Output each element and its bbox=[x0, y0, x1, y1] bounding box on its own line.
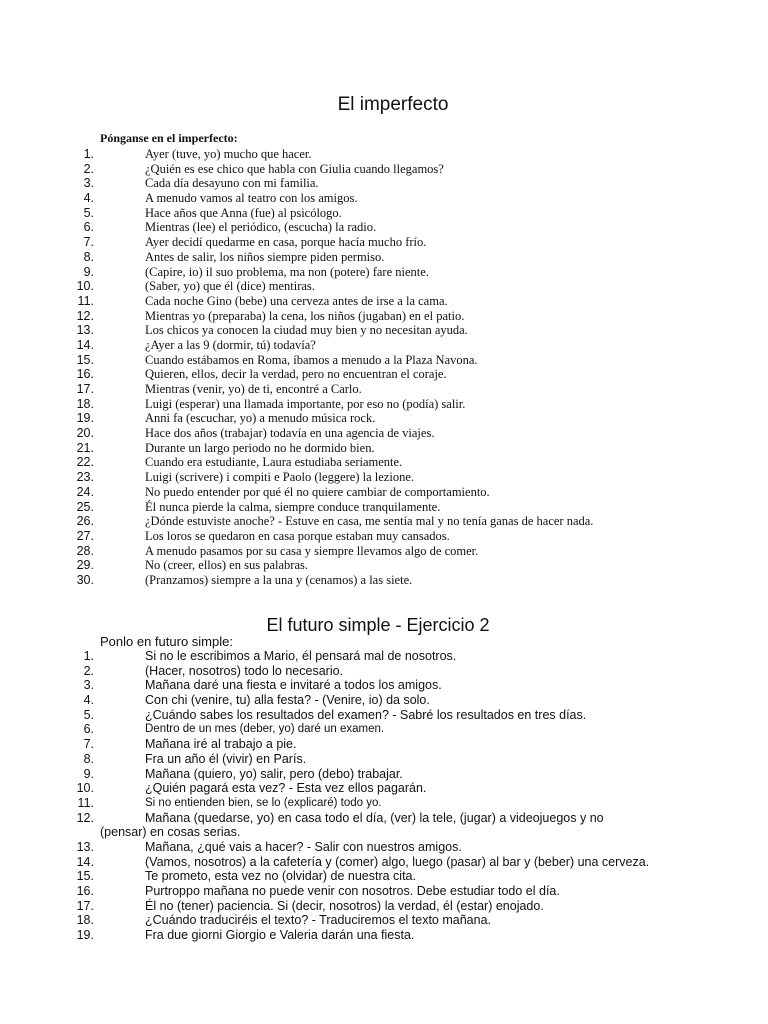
item-number: 2. bbox=[83, 161, 94, 176]
item-text: Los loros se quedaron en casa porque estaban muy cansados. bbox=[145, 528, 450, 543]
list-item bbox=[0, 191, 768, 206]
item-number: 4. bbox=[83, 191, 94, 206]
item-number: 6. bbox=[83, 722, 94, 737]
list-item bbox=[0, 558, 768, 573]
list-item bbox=[0, 455, 768, 470]
list-item bbox=[0, 279, 768, 294]
item-text: Te prometo, esta vez no (olvidar) de nuestra cita. bbox=[145, 869, 416, 884]
item-text: A menudo vamos al teatro con los amigos. bbox=[145, 191, 358, 206]
item-number: 14. bbox=[76, 854, 94, 869]
list-item bbox=[0, 928, 768, 943]
item-number: 16. bbox=[76, 367, 94, 382]
list-item bbox=[0, 752, 768, 767]
item-number: 22. bbox=[76, 455, 94, 470]
list-item bbox=[0, 206, 768, 221]
item-text: Cuando estábamos en Roma, íbamos a menudo a la Plaza Navona. bbox=[145, 352, 478, 367]
item-number: 19. bbox=[76, 928, 94, 943]
item-text: Fra un año él (vivir) en París. bbox=[145, 751, 307, 766]
list-item bbox=[0, 220, 768, 235]
item-text: ¿Quién es ese chico que habla con Giulia cuando llegamos? bbox=[145, 161, 444, 176]
list-item bbox=[0, 235, 768, 250]
item-number: 29. bbox=[76, 558, 94, 573]
item-text: A menudo pasamos por su casa y siempre llevamos algo de comer. bbox=[145, 543, 479, 558]
item-number: 18. bbox=[76, 396, 94, 411]
list-item bbox=[0, 811, 768, 826]
item-number: 1. bbox=[83, 147, 94, 161]
item-number: 30. bbox=[76, 572, 94, 587]
item-text: Luigi (scrivere) i compiti e Paolo (leggere) la lezione. bbox=[145, 470, 414, 485]
item-number: 18. bbox=[76, 913, 94, 928]
section-title-futuro: El futuro simple - Ejercicio 2 bbox=[266, 615, 490, 635]
item-text: Mientras (lee) el periódico, (escucha) la radio. bbox=[145, 220, 377, 235]
item-number: 21. bbox=[76, 440, 94, 455]
item-text-continuation: (pensar) en cosas serias. bbox=[100, 825, 241, 840]
list-item bbox=[0, 884, 768, 899]
list-item bbox=[0, 294, 768, 309]
list-item bbox=[0, 338, 768, 353]
list-item bbox=[0, 470, 768, 485]
list-item bbox=[0, 514, 768, 529]
item-number: 11. bbox=[77, 293, 94, 308]
instruction-imperfecto: Pónganse en el imperfecto: bbox=[100, 131, 238, 145]
list-item bbox=[0, 323, 768, 338]
item-text: Purtroppo mañana no puede venir con nosotros. Debe estudiar todo el día. bbox=[145, 884, 560, 898]
exercise-list-imperfecto bbox=[0, 147, 768, 588]
list-item bbox=[0, 737, 768, 752]
item-number: 13. bbox=[76, 839, 94, 854]
item-text: Con chi (venire, tu) alla festa? - (Venire, io) da solo. bbox=[145, 693, 430, 708]
item-text: Ayer (tuve, yo) mucho que hacer. bbox=[145, 147, 312, 161]
list-item bbox=[0, 722, 768, 737]
item-number: 2. bbox=[83, 663, 94, 678]
item-text: Mañana (quiero, yo) salir, pero (debo) trabajar. bbox=[145, 766, 403, 781]
item-text: Si no le escribimos a Mario, él pensará mal de nosotros. bbox=[145, 649, 457, 663]
list-item bbox=[0, 796, 768, 811]
item-number: 15. bbox=[76, 869, 94, 884]
item-number: 15. bbox=[76, 352, 94, 367]
item-text: Fra due giorni Giorgio e Valeria darán una fiesta. bbox=[145, 928, 415, 943]
list-item bbox=[0, 397, 768, 412]
list-item bbox=[0, 485, 768, 500]
item-text: Ayer decidí quedarme en casa, porque hacía mucho frío. bbox=[145, 235, 427, 250]
item-number: 25. bbox=[76, 499, 94, 514]
item-text: Mañana, ¿qué vais a hacer? - Salir con nuestros amigos. bbox=[145, 839, 462, 854]
item-number: 10. bbox=[76, 781, 94, 796]
list-item bbox=[0, 767, 768, 782]
list-item bbox=[0, 664, 768, 679]
list-item bbox=[0, 441, 768, 456]
item-text: Mientras (venir, yo) de ti, encontré a Carlo. bbox=[145, 382, 362, 396]
list-item bbox=[0, 781, 768, 796]
item-text: Él no (tener) paciencia. Si (decir, nosotros) la verdad, él (estar) enojado. bbox=[145, 898, 544, 913]
item-text: (Vamos, nosotros) a la cafetería y (comer) algo, luego (pasar) al bar y (beber) una cerveza. bbox=[145, 854, 650, 869]
item-text: No puedo entender por qué él no quiere cambiar de comportamiento. bbox=[145, 484, 490, 499]
item-number: 19. bbox=[76, 411, 94, 426]
list-item bbox=[0, 708, 768, 723]
list-item bbox=[0, 309, 768, 324]
item-text: (Pranzamos) siempre a la una y (cenamos) a las siete. bbox=[145, 572, 413, 587]
section-title-imperfecto: El imperfecto bbox=[337, 94, 449, 115]
item-text: Cada día desayuno con mi familia. bbox=[145, 176, 319, 191]
list-item bbox=[0, 678, 768, 693]
item-number: 5. bbox=[83, 205, 94, 220]
list-item bbox=[0, 913, 768, 928]
item-text: Él nunca pierde la calma, siempre conduce tranquilamente. bbox=[145, 499, 441, 514]
list-item bbox=[0, 649, 768, 664]
item-number: 13. bbox=[76, 323, 94, 338]
item-number: 24. bbox=[76, 484, 94, 499]
list-item bbox=[0, 147, 768, 162]
instruction-futuro: Ponlo en futuro simple: bbox=[100, 634, 233, 649]
list-item bbox=[0, 353, 768, 368]
item-number: 10. bbox=[76, 279, 94, 294]
item-text: ¿Cuándo traduciréis el texto? - Traduciremos el texto mañana. bbox=[145, 913, 492, 928]
item-text: Anni fa (escuchar, yo) a menudo música rock. bbox=[145, 411, 376, 426]
item-text: (Hacer, nosotros) todo lo necesario. bbox=[145, 663, 344, 678]
item-text: Mientras yo (preparaba) la cena, los niños (jugaban) en el patio. bbox=[145, 308, 465, 323]
item-number: 5. bbox=[83, 707, 94, 722]
item-text: Durante un largo periodo no he dormido bien. bbox=[145, 440, 375, 455]
item-text: ¿Dónde estuviste anoche? - Estuve en casa, me sentía mal y no tenía ganas de hacer nada. bbox=[145, 514, 594, 529]
item-number: 12. bbox=[76, 810, 94, 825]
item-number: 23. bbox=[76, 470, 94, 485]
item-number: 17. bbox=[76, 898, 94, 913]
list-item bbox=[0, 855, 768, 870]
item-text: ¿Quién pagará esta vez? - Esta vez ellos pagarán. bbox=[145, 781, 427, 796]
item-number: 3. bbox=[83, 176, 94, 191]
item-text: Luigi (esperar) una llamada importante, por eso no (podía) salir. bbox=[145, 396, 466, 411]
item-number: 28. bbox=[76, 543, 94, 558]
item-number: 7. bbox=[83, 737, 94, 752]
list-item bbox=[0, 899, 768, 914]
item-text: ¿Cuándo sabes los resultados del examen? - Sabré los resultados en tres días. bbox=[145, 707, 587, 722]
list-item bbox=[0, 367, 768, 382]
item-number: 7. bbox=[83, 235, 94, 250]
item-text: ¿Ayer a las 9 (dormir, tú) todavía? bbox=[145, 337, 316, 352]
item-number: 27. bbox=[76, 528, 94, 543]
list-item bbox=[0, 265, 768, 280]
item-number: 16. bbox=[76, 884, 94, 898]
item-text: Cuando era estudiante, Laura estudiaba seriamente. bbox=[145, 455, 403, 470]
list-item bbox=[0, 573, 768, 588]
item-text: Dentro de un mes (deber, yo) daré un examen. bbox=[145, 723, 385, 736]
list-item bbox=[0, 382, 768, 397]
list-item bbox=[0, 529, 768, 544]
list-item bbox=[0, 250, 768, 265]
item-text: Mañana daré una fiesta e invitaré a todos los amigos. bbox=[145, 678, 442, 693]
list-item bbox=[0, 544, 768, 559]
item-text: Mañana (quedarse, yo) en casa todo el día, (ver) la tele, (jugar) a videojuegos y no bbox=[145, 810, 604, 825]
item-text: No (creer, ellos) en sus palabras. bbox=[145, 558, 308, 573]
exercise-list-futuro bbox=[0, 649, 768, 943]
item-text: Mañana iré al trabajo a pie. bbox=[145, 737, 297, 752]
item-text: Antes de salir, los niños siempre piden permiso. bbox=[145, 249, 385, 264]
list-item bbox=[0, 176, 768, 191]
item-text: (Capire, io) il suo problema, ma non (potere) fare niente. bbox=[145, 264, 429, 279]
item-number: 17. bbox=[76, 382, 94, 396]
item-number: 14. bbox=[76, 337, 94, 352]
list-item bbox=[0, 411, 768, 426]
item-number: 4. bbox=[83, 693, 94, 708]
list-item bbox=[0, 426, 768, 441]
item-text: Los chicos ya conocen la ciudad muy bien y no necesitan ayuda. bbox=[145, 323, 468, 338]
item-number: 12. bbox=[76, 308, 94, 323]
item-text: Cada noche Gino (bebe) una cerveza antes de irse a la cama. bbox=[145, 293, 448, 308]
item-text: Quieren, ellos, decir la verdad, pero no encuentran el coraje. bbox=[145, 367, 447, 382]
item-number: 1. bbox=[83, 649, 94, 663]
item-number: 9. bbox=[83, 264, 94, 279]
item-text: (Saber, yo) que él (dice) mentiras. bbox=[145, 279, 315, 294]
list-item bbox=[0, 162, 768, 177]
item-text: Hace años que Anna (fue) al psicólogo. bbox=[145, 205, 342, 220]
item-number: 6. bbox=[83, 220, 94, 235]
item-text: Si no entienden bien, se lo (explicaré) todo yo. bbox=[145, 796, 382, 809]
item-number: 8. bbox=[83, 249, 94, 264]
item-number: 11. bbox=[77, 795, 94, 810]
list-item bbox=[0, 869, 768, 884]
item-text: Hace dos años (trabajar) todavía en una agencia de viajes. bbox=[145, 426, 435, 441]
list-item bbox=[0, 693, 768, 708]
item-number: 9. bbox=[83, 766, 94, 781]
list-item bbox=[0, 840, 768, 855]
item-number: 26. bbox=[76, 514, 94, 529]
item-number: 3. bbox=[83, 678, 94, 693]
list-item bbox=[0, 500, 768, 515]
item-number: 8. bbox=[83, 751, 94, 766]
item-number: 20. bbox=[76, 426, 94, 441]
